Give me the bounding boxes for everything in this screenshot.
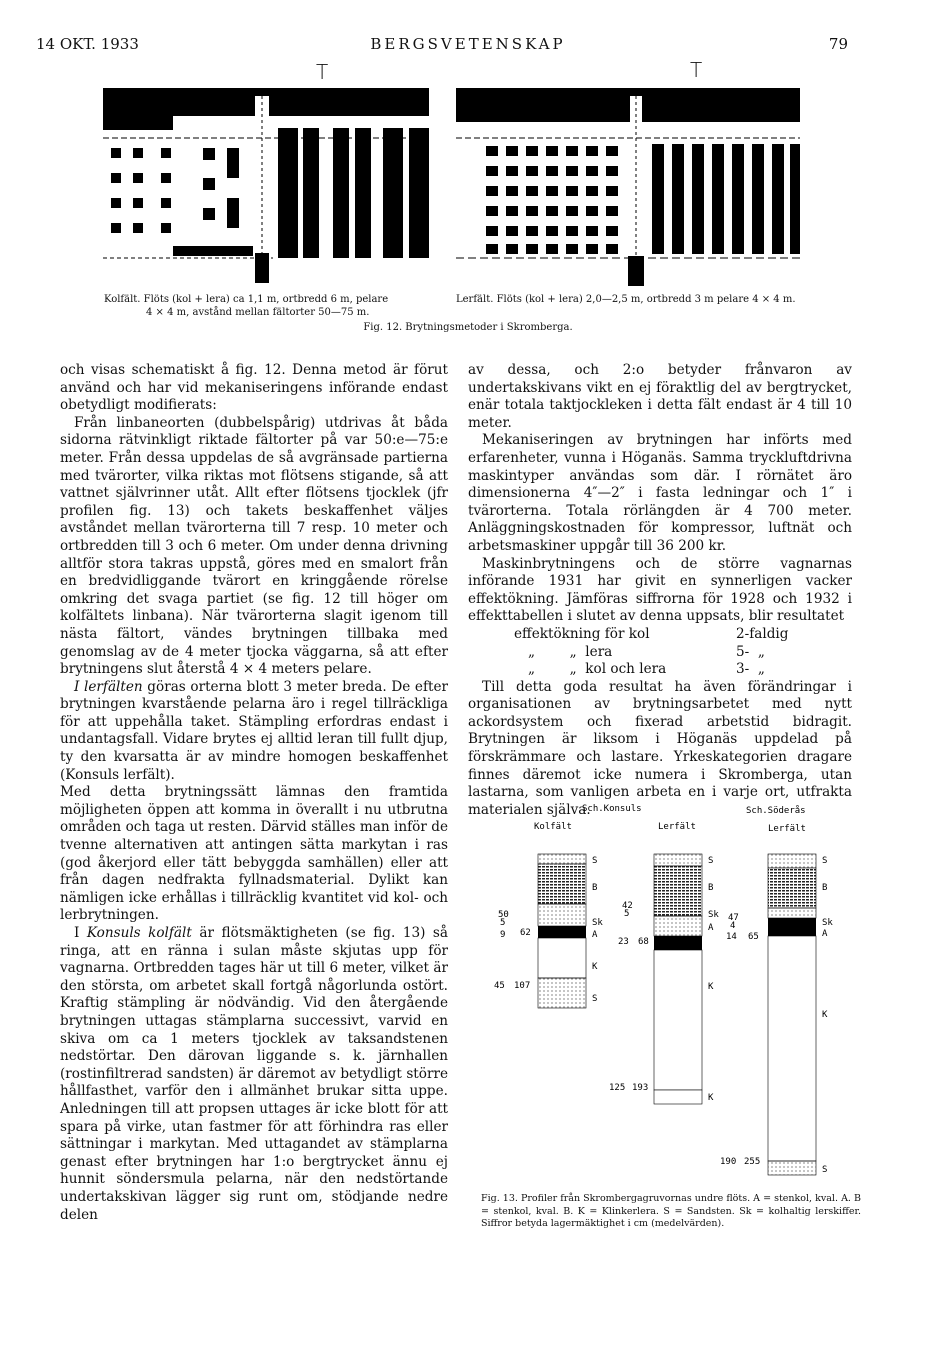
paragraph: och visas schematiskt å fig. 12. Denna metod är förut använd och har vid mekaniseringens införande endast obetydligt modifierats:	[60, 362, 448, 414]
italic-term: Konsuls kolfält	[86, 925, 192, 941]
fig12-caption-right: Lerfält. Flöts (kol + lera) 2,0—2,5 m, ortbredd 3 m pelare 4 × 4 m.	[456, 294, 796, 305]
layer-label: Sk	[822, 918, 833, 928]
layer-label: K	[708, 982, 714, 992]
thickness-label: 42	[622, 901, 633, 911]
fig13-caption: Fig. 13. Profiler från Skrombergagruvornas undre flöts. A = stenkol, kval. A. B = stenkol, kval. B. K = Klinkerlera. S = Sandsten. Sk = kolhaltig lerskiffer. Siffror betyda lagermäktighet i cm (medelvärden).	[481, 1193, 861, 1229]
layer-label: A	[822, 929, 828, 939]
paragraph: Med detta brytningssätt lämnas den framtida möjligheten öppen att komma in överallt i nu utbrutna områden och taga ut resten. Därvid ställes man inför de tvenne alternativen att antingen sätta markytan i ras (god åkerjord eller tätt bebyggda samhällen) eller att från dagen nedfrakta fyllnadsmaterial. Dylikt kan nämligen icke erhållas i tillräcklig kvantitet vid kol- och lerbrytningen.	[60, 784, 448, 924]
thickness-label: 125	[609, 1083, 626, 1093]
thickness-label: 5	[624, 909, 630, 919]
fig13-sub-lerfalt-2: Lerfält	[768, 824, 806, 834]
left-column	[60, 362, 448, 1224]
effect-row: „ „ lera 5- „	[528, 643, 765, 660]
effect-row: effektökning för kol 2-faldig	[514, 625, 789, 642]
issue-date: 14 OKT. 1933	[36, 35, 139, 53]
layer-label: S	[592, 994, 598, 1004]
thickness-label: 23	[618, 937, 629, 947]
layer-label: Sk	[708, 910, 719, 920]
thickness-label: 47	[728, 913, 739, 923]
layer-label: S	[822, 856, 828, 866]
fig13-sub-kolfalt: Kolfält	[534, 822, 572, 832]
thickness-label: 9	[500, 930, 506, 940]
thickness-label: 5	[500, 918, 506, 928]
paragraph: Maskinbrytningens och de större vagnarnas införande 1931 har givit en synnerligen vacker effektökning. Jämföras siffrorna för 1928 och 1932 i effekttabellen i slutet av denna uppsats, blir resultatet	[468, 555, 852, 625]
fig13-header-soderas: Sch.Söderås	[746, 806, 806, 816]
journal-title: BERGSVETENSKAP	[370, 35, 566, 53]
layer-label: A	[708, 923, 714, 933]
shaft-marker-right: T	[690, 58, 703, 82]
thickness-label: 14	[726, 932, 737, 942]
paragraph: Från linbaneorten (dubbelspårig) utdrivas åt båda sidorna rätvinkligt riktade fältorter på var 50:e—75:e meter. Från dessa uppdelas de så avgränsade partierna med tvärorter, vilka riktas mot flötsens stigande, så att vattnet självrinner utåt. Allt efter flötsens tjocklek (jfr profilen fig. 13) och takets beskaffenhet väljes avståndet mellan tvärorterna till 7 resp. 10 meter och ortbredden till 3 och 6 meter. Om under denna drivning alltför stora takras uppstå, göres med en smalort från en bredvidliggande tvärort en kringgående rörelse omkring det svaga partiet (se fig. 12 till höger om kolfältets linbana). När tvärorterna slagit igenom till nästa fältort, vändes brytningen tillbaka med genomslag av de 4 meter tjocka väggarna, så att efter brytningens slut återstå 4 × 4 meters pelare.	[60, 414, 448, 678]
layer-label: S	[708, 856, 714, 866]
fig13-sub-lerfalt-1: Lerfält	[658, 822, 696, 832]
italic-term: I lerfälten	[74, 678, 143, 695]
right-column	[468, 362, 852, 819]
effect-row: „ „ kol och lera 3- „	[528, 661, 765, 678]
layer-label: B	[708, 883, 714, 893]
fig13-header-konsuls: Sch.Konsuls	[582, 804, 642, 814]
layer-label: K	[708, 1093, 714, 1103]
layer-label: S	[592, 856, 598, 866]
layer-label: K	[592, 962, 598, 972]
shaft-marker-left: T	[316, 60, 329, 84]
thickness-label: 50	[498, 910, 509, 920]
fig12-caption: Fig. 12. Brytningsmetoder i Skromberga.	[363, 322, 573, 333]
thickness-label: 255	[744, 1157, 761, 1167]
thickness-label: 193	[632, 1083, 649, 1093]
fig12-kolfalt-plan	[103, 88, 429, 288]
layer-label: Sk	[592, 918, 603, 928]
thickness-label: 62	[520, 928, 531, 938]
effect-table	[468, 626, 852, 679]
page-number: 79	[828, 35, 848, 53]
fig12-lerfalt-plan	[456, 88, 800, 288]
fig13-profiles	[478, 797, 868, 1190]
thickness-label: 45	[494, 981, 505, 991]
fig12-caption-left-line2: 4 × 4 m, avstånd mellan fältorter 50—75 m.	[146, 307, 370, 318]
layer-label: B	[592, 883, 598, 893]
layer-label: S	[822, 1165, 828, 1175]
thickness-label: 107	[514, 981, 531, 991]
paragraph-lerfalten: I lerfälten göras orterna blott 3 meter breda. De efter brytningen kvarstående pelarna äro i regel tillräckliga för att uppehålla taket. Stämpling erfordras endast i undantagsfall. Vidare brytes ej alltid leran till fullt djup, ty den kvarsatta är av mindre homogen beskaffenhet (Konsuls lerfält).	[60, 678, 448, 783]
thickness-label: 190	[720, 1157, 737, 1167]
layer-label: K	[822, 1010, 828, 1020]
paragraph-kolfalt: I Konsuls kolfält är flötsmäktigheten (se fig. 13) så ringa, att en ränna i sulan måste skjutas upp för vagnarna. Ortbredden tages här ut till 6 meter, vilket är den största, om arbetet skall fortgå någorlunda ostört. Kraftig stämpling är nödvändig. Vid den återgående brytningen uttagas stämplarna successivt, varvid en skiva om ca 1 meters tjocklek av taksandstenen nedstörtar. Den därovan liggande s. k. järnhallen (rostinfiltrerad sandsten) är däremot av betydligt större hållfasthet, varför den i allmänhet brukar sitta uppe. Anledningen till att propsen uttages är icke blott för att spara på virke, utan fastmer för att förhindra ras eller sättningar i markytan. Med uttagandet av stämplarna genast efter brytningen har 1:o bergtrycket ännu ej hunnit söndersmula pelarna, när den nedstörtande undertakskivan lägger sig runt om, stödjande nedre delen	[60, 925, 448, 1223]
paragraph: av dessa, och 2:o betyder frånvaron av undertakskivans vikt en ej föraktlig del av bergtrycket, enär totala taktjockleken i detta fält endast är 4 till 10 meter.	[468, 362, 852, 431]
thickness-label: 65	[748, 932, 759, 942]
layer-label: B	[822, 883, 828, 893]
thickness-label: 68	[638, 937, 649, 947]
thickness-label: 4	[730, 921, 736, 931]
layer-label: A	[592, 930, 598, 940]
paragraph: Till detta goda resultat ha även förändringar i organisationen av brytningsarbetet med nytt ackordsystem och fixerad arbetstid bidragit. Brytningen är liksom i Höganäs uppdelad på förskrämmare och lastare. Yrkeskategorien dragare finnes däremot icke numera i Skromberga, utan lastarna, som vanligen arbeta en i varje ort, utfrakta materialen själva.	[468, 678, 852, 818]
fig12-caption-left-line1: Kolfält. Flöts (kol + lera) ca 1,1 m, ortbredd 6 m, pelare	[104, 294, 389, 305]
paragraph: Mekaniseringen av brytningen har införts med erfarenheter, vunna i Höganäs. Samma tryckluftdrivna maskintyper användas som där. I rörnätet äro dimensionerna 4″—2″ i fasta ledningar och 1″ i tvärorterna. Totala rörlängden är 4 700 meter. Anläggningskostnaden för kompressor, luftnät och arbetsmaskiner uppgår till 36 200 kr.	[468, 432, 852, 554]
